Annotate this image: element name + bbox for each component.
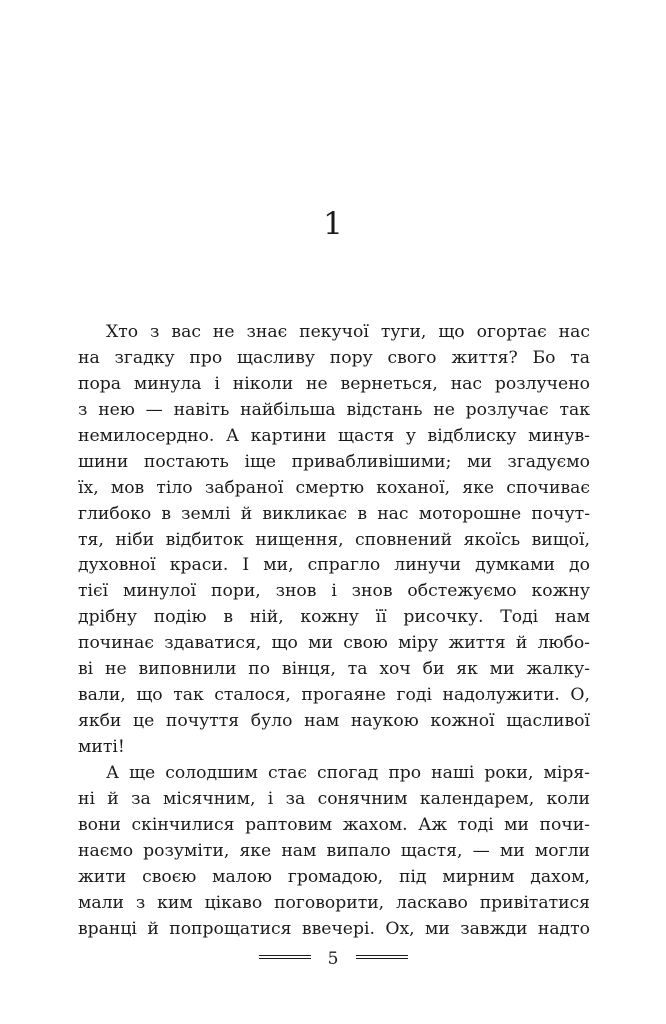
- text-line: А ще солодшим стає спогад про наші роки, міря-: [106, 762, 590, 783]
- text-line: тя, ніби відбиток нищення, сповнений якоїсь вищої,: [78, 529, 590, 550]
- text-line: тієї минулої пори, знов і знов обстежуємо кожну: [78, 581, 590, 602]
- text-line: дрібну подію в ній, кожну її рисочку. Тоді нам: [78, 607, 590, 628]
- text-line: вони скінчилися раптовим жахом. Аж тоді ми почи-: [78, 814, 590, 835]
- text-line: миті!: [78, 737, 125, 757]
- paragraph-1: [78, 320, 590, 761]
- paragraph-2: [78, 761, 590, 943]
- text-line: глибоко в землі й викликає в нас моторошне почут-: [78, 503, 590, 524]
- text-line: вранці й попрощатися ввечері. Ох, ми завжди надто: [78, 918, 590, 939]
- body-text: [78, 320, 590, 943]
- text-line: шини постають іще привабливішими; ми згадуємо: [78, 451, 590, 472]
- text-line: ві не виповнили по вінця, та хоч би як ми жалку-: [78, 659, 590, 680]
- text-line: їх, мов тіло забраної смертю коханої, яке спочиває: [78, 477, 590, 498]
- text-line: наємо розуміти, яке нам випало щастя, — ми могли: [78, 840, 590, 861]
- text-line: жити своєю малою громадою, під мирним дахом,: [78, 866, 590, 887]
- text-line: пора минула і ніколи не вернеться, нас розлучено: [78, 373, 590, 394]
- page-number: 5: [327, 949, 339, 969]
- text-line: з нею — навіть найбільша відстань не розлучає так: [78, 399, 590, 420]
- text-line: мали з ким цікаво поговорити, ласкаво привітатися: [78, 892, 590, 913]
- text-line: ні й за місячним, і за сонячним календарем, коли: [78, 788, 590, 809]
- text-line: вали, що так сталося, прогаяне годі надолужити. О,: [78, 685, 590, 706]
- text-line: духовної краси. І ми, спрагло линучи думками до: [78, 555, 590, 576]
- text-line: Хто з вас не знає пекучої туги, що огортає нас: [106, 322, 590, 342]
- chapter-number: 1: [323, 206, 343, 242]
- text-line: на згадку про щасливу пору свого життя? Бо та: [78, 347, 590, 368]
- text-line: якби це почуття було нам наукою кожної щасливої: [78, 711, 590, 732]
- footer-rule-left: [259, 955, 311, 959]
- text-line: починає здаватися, що ми свою міру життя й любо-: [78, 633, 590, 654]
- text-line: немилосердно. А картини щастя у відблиску минув-: [78, 425, 590, 446]
- page-footer: [0, 946, 666, 972]
- footer-rule-right: [356, 955, 408, 959]
